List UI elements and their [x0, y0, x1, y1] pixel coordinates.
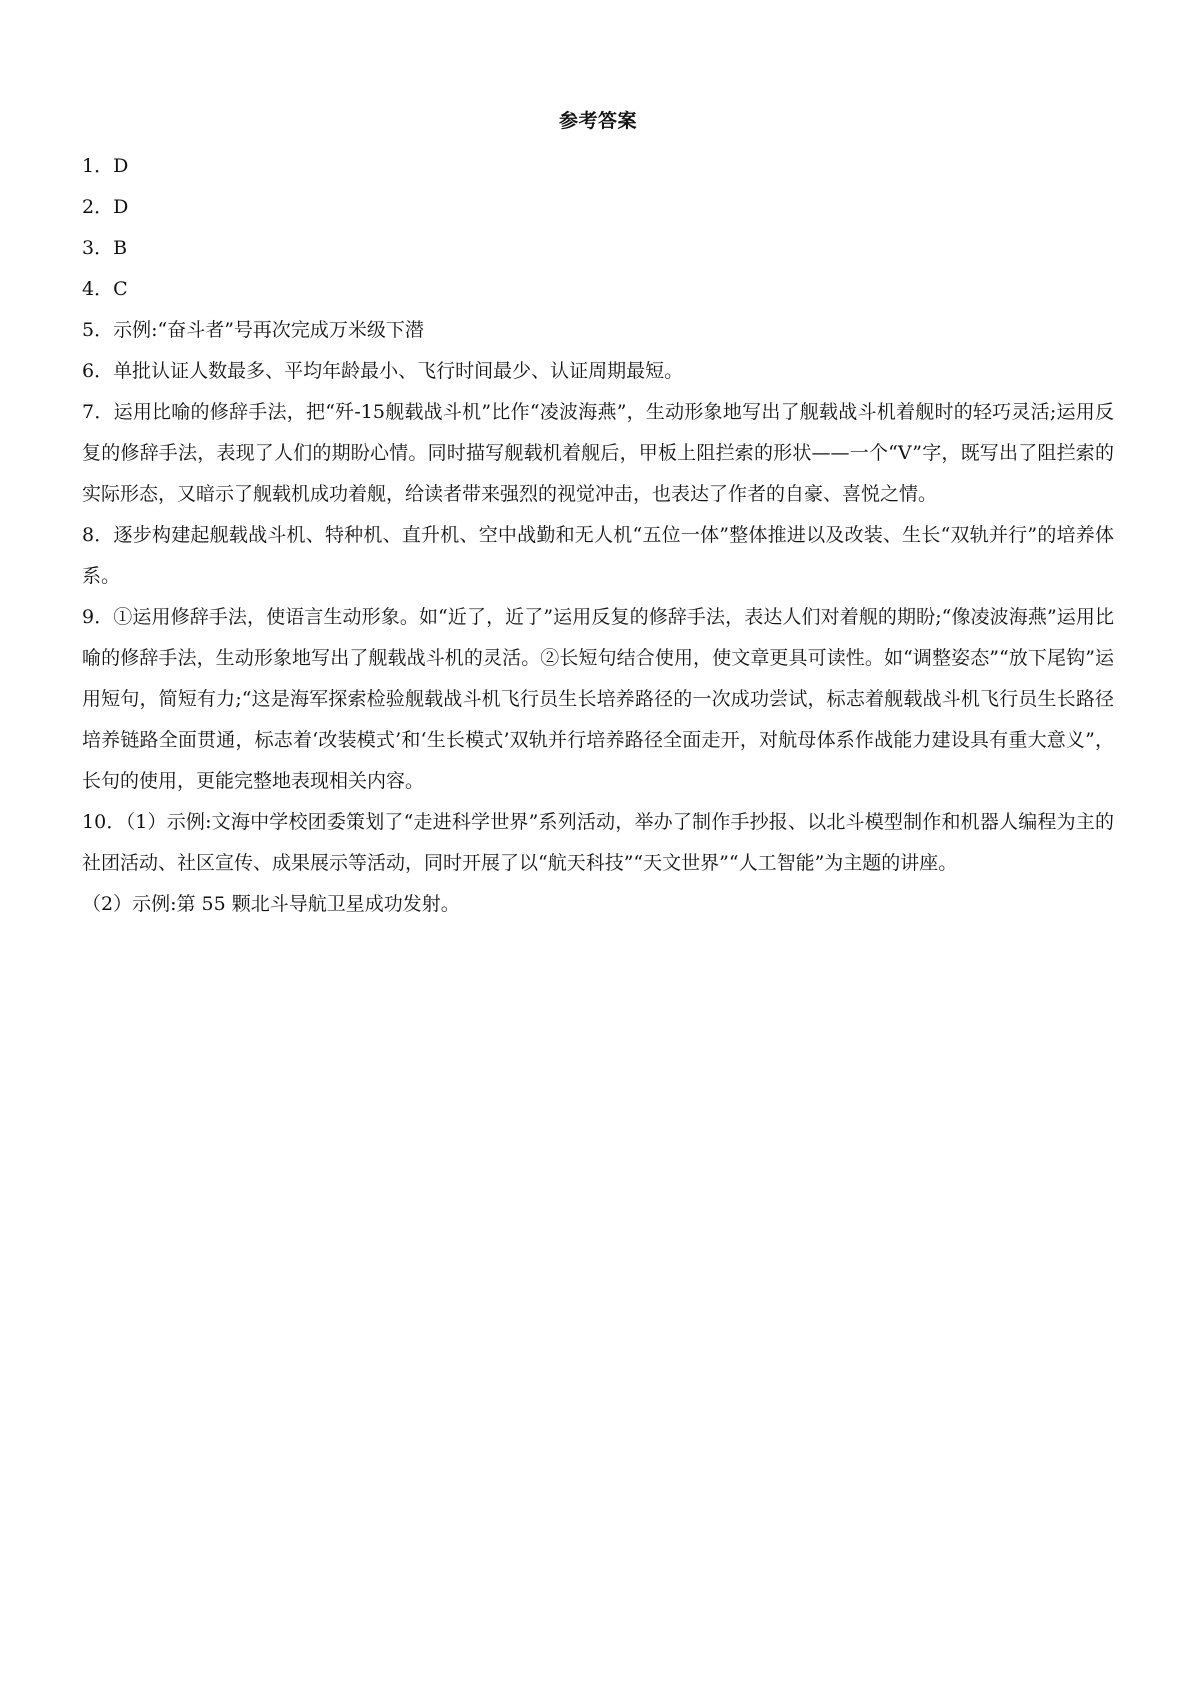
answer-text: D: [113, 196, 129, 218]
answer-number: 7．: [82, 401, 114, 423]
page-title: 参考答案: [558, 110, 637, 132]
answer-number: 4．: [82, 278, 114, 300]
answer-text: C: [113, 278, 128, 300]
answer-number: 1．: [82, 155, 114, 177]
answer-text: ①运用修辞手法，使语言生动形象。如“近了，近了”运用反复的修辞手法，表达人们对着舰的期盼;“像凌波海燕”运用比喻的修辞手法，生动形象地写出了舰载战斗机的灵活。②长短句结合使用，使文章更具可读性。如“调整姿态”“放下尾钩”运用短句，简短有力;“这是海军探索检验舰载战斗机飞行员生长培养路径的一次成功尝试，标志着舰载战斗机飞行员生长路径培养链路全面贯通，标志着‘改装模式’和‘生长模式’双轨并行培养路径全面走开，对航母体系作战能力建设具有重大意义”，长句的使用，更能完整地表现相关内容。: [82, 606, 1114, 792]
answer-number: 9．: [82, 606, 114, 628]
answer-number: 3．: [82, 237, 114, 259]
answer-number: 10．: [82, 811, 126, 833]
answer-item-2: [82, 187, 1114, 228]
answer-item-8: [82, 515, 1114, 597]
answer-item-10: [82, 802, 1114, 884]
answer-text: （1）示例:文海中学校团委策划了“走进科学世界”系列活动，举办了制作手抄报、以北斗模型制作和机器人编程为主的社团活动、社区宣传、成果展示等活动，同时开展了以“航天科技”“天文世界”“人工智能”为主题的讲座。: [82, 811, 1114, 874]
answer-item-10-part-2: （2）示例:第 55 颗北斗导航卫星成功发射。: [82, 893, 460, 915]
answer-item-4: [82, 269, 1114, 310]
answer-item-7: [82, 392, 1114, 515]
answer-item-6: [82, 351, 1114, 392]
answer-list: [82, 146, 1114, 925]
answer-number: 2．: [82, 196, 114, 218]
answer-number: 6．: [82, 360, 114, 382]
answer-item-9: [82, 597, 1114, 802]
answer-number: 8．: [82, 524, 114, 546]
answer-item-5: [82, 310, 1114, 351]
answer-text: 单批认证人数最多、平均年龄最小、飞行时间最少、认证周期最短。: [113, 360, 684, 382]
answer-text: 逐步构建起舰载战斗机、特种机、直升机、空中战勤和无人机“五位一体”整体推进以及改装、生长“双轨并行”的培养体系。: [82, 524, 1114, 587]
answer-item-3: [82, 228, 1114, 269]
answer-text: D: [113, 155, 129, 177]
answer-item-1: [82, 146, 1114, 187]
answer-text: 运用比喻的修辞手法，把“歼-15舰载战斗机”比作“凌波海燕”，生动形象地写出了舰载战斗机着舰时的轻巧灵活;运用反复的修辞手法，表现了人们的期盼心情。同时描写舰载机着舰后，甲板上阻拦索的形状——一个“V”字，既写出了阻拦索的实际形态，又暗示了舰载机成功着舰，给读者带来强烈的视觉冲击，也表达了作者的自豪、喜悦之情。: [82, 401, 1115, 505]
answer-text: B: [113, 237, 128, 259]
answer-number: 5．: [82, 319, 114, 341]
answer-text: 示例:“奋斗者”号再次完成万米级下潜: [113, 319, 424, 341]
